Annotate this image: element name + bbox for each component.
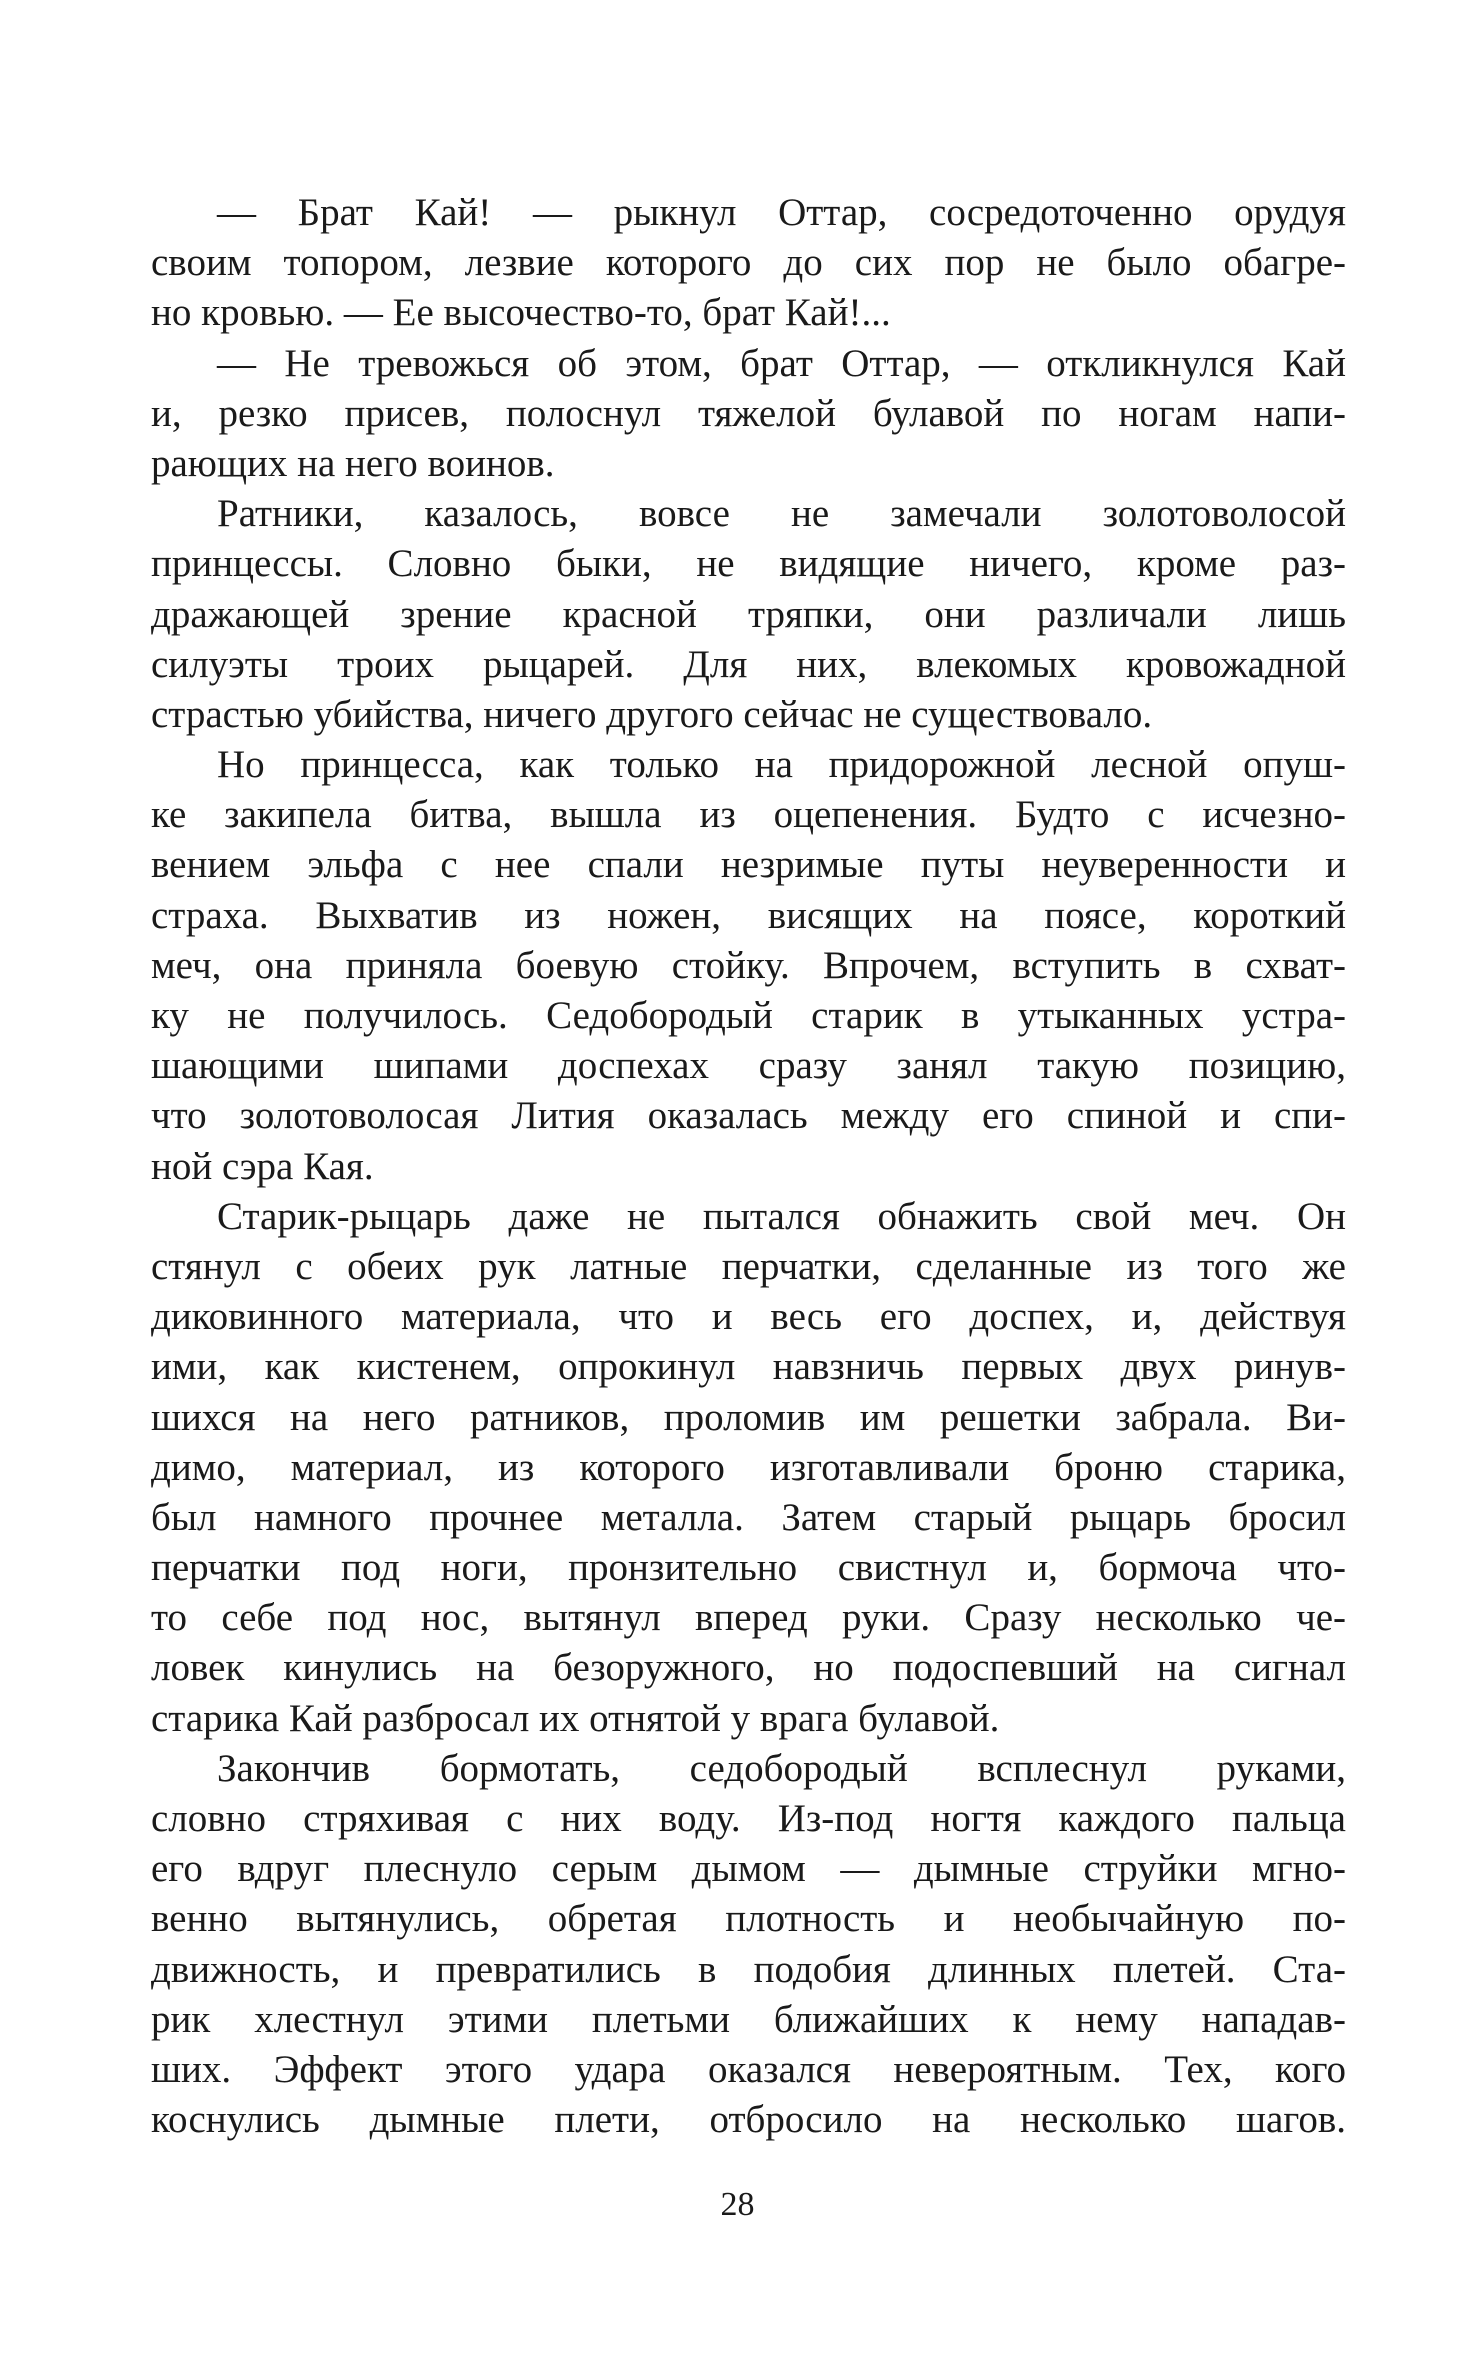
- text-line: Но принцесса, как только на придорожной лесной опуш-: [217, 743, 1346, 787]
- text-line: но кровью. — Ее высочество-то, брат Кай!...: [151, 291, 891, 335]
- text-line: меч, она приняла боевую стойку. Впрочем, вступить в схват-: [151, 943, 1346, 987]
- text-line: движность, и превратились в подобия длинных плетей. Ста-: [151, 1947, 1346, 1991]
- text-line: Закончив бормотать, седобородый всплеснул руками,: [217, 1746, 1346, 1790]
- text-line: страстью убийства, ничего другого сейчас не существовало.: [151, 692, 1153, 736]
- paragraph: [151, 1744, 1346, 2146]
- text-line: Ратники, казалось, вовсе не замечали золотоволосой: [217, 492, 1346, 536]
- text-line: коснулись дымные плети, отбросило на несколько шагов.: [151, 2098, 1346, 2142]
- text-line: его вдруг плеснуло серым дымом — дымные струйки мгно-: [151, 1847, 1346, 1891]
- text-line: рающих на него воинов.: [151, 441, 555, 485]
- text-line: и, резко присев, полоснул тяжелой булавой по ногам напи-: [151, 391, 1346, 435]
- text-line: диковинного материала, что и весь его доспех, и, действуя: [151, 1295, 1346, 1339]
- text-line: ловек кинулись на безоружного, но подоспевший на сигнал: [151, 1646, 1346, 1690]
- text-line: силуэты троих рыцарей. Для них, влекомых кровожадной: [151, 642, 1346, 686]
- text-line: дражающей зрение красной тряпки, они различали лишь: [151, 592, 1346, 636]
- text-line: принцессы. Словно быки, не видящие ничего, кроме раз-: [151, 542, 1346, 586]
- text-line: Старик-рыцарь даже не пытался обнажить свой меч. Он: [217, 1194, 1346, 1238]
- page-number: 28: [720, 2186, 755, 2223]
- text-line: — Не тревожься об этом, брат Оттар, — откликнулся Кай: [217, 341, 1346, 385]
- text-line: страха. Выхватив из ножен, висящих на поясе, короткий: [151, 893, 1346, 937]
- text-line: димо, материал, из которого изготавливали броню старика,: [151, 1445, 1346, 1489]
- text-line: ших. Эффект этого удара оказался невероятным. Тех, кого: [151, 2047, 1346, 2091]
- text-line: стянул с обеих рук латные перчатки, сделанные из того же: [151, 1244, 1346, 1288]
- text-line: то себе под нос, вытянул вперед руки. Сразу несколько че-: [151, 1596, 1346, 1640]
- text-line: что золотоволосая Лития оказалась между его спиной и спи-: [151, 1094, 1346, 1138]
- paragraph: [151, 188, 1346, 339]
- page-body-text: [151, 188, 1346, 2145]
- text-line: своим топором, лезвие которого до сих пор не было обагре-: [151, 241, 1346, 285]
- text-line: вением эльфа с нее спали незримые путы неуверенности и: [151, 843, 1346, 887]
- text-line: венно вытянулись, обретая плотность и необычайную по-: [151, 1897, 1346, 1941]
- text-line: ке закипела битва, вышла из оцепенения. Будто с исчезно-: [151, 793, 1346, 837]
- text-line: ими, как кистенем, опрокинул навзничь первых двух ринув-: [151, 1345, 1346, 1389]
- text-line: — Брат Кай! — рыкнул Оттар, сосредоточенно орудуя: [217, 191, 1346, 234]
- text-line: рик хлестнул этими плетьми ближайших к нему нападав-: [151, 1997, 1346, 2041]
- paragraph: [151, 489, 1346, 740]
- text-line: старика Кай разбросал их отнятой у врага булавой.: [151, 1696, 1000, 1740]
- text-line: ной сэра Кая.: [151, 1144, 374, 1188]
- text-line: словно стряхивая с них воду. Из-под ногтя каждого пальца: [151, 1797, 1346, 1840]
- text-line: перчатки под ноги, пронзительно свистнул и, бормоча что-: [151, 1546, 1346, 1590]
- text-line: шающими шипами доспехах сразу занял такую позицию,: [151, 1044, 1346, 1088]
- text-line: шихся на него ратников, проломив им решетки забрала. Ви-: [151, 1395, 1346, 1439]
- text-line: был намного прочнее металла. Затем старый рыцарь бросил: [151, 1495, 1346, 1539]
- paragraph: [151, 740, 1346, 1192]
- text-line: ку не получилось. Седобородый старик в утыканных устра-: [151, 994, 1346, 1037]
- paragraph: [151, 1192, 1346, 1744]
- paragraph: [151, 339, 1346, 490]
